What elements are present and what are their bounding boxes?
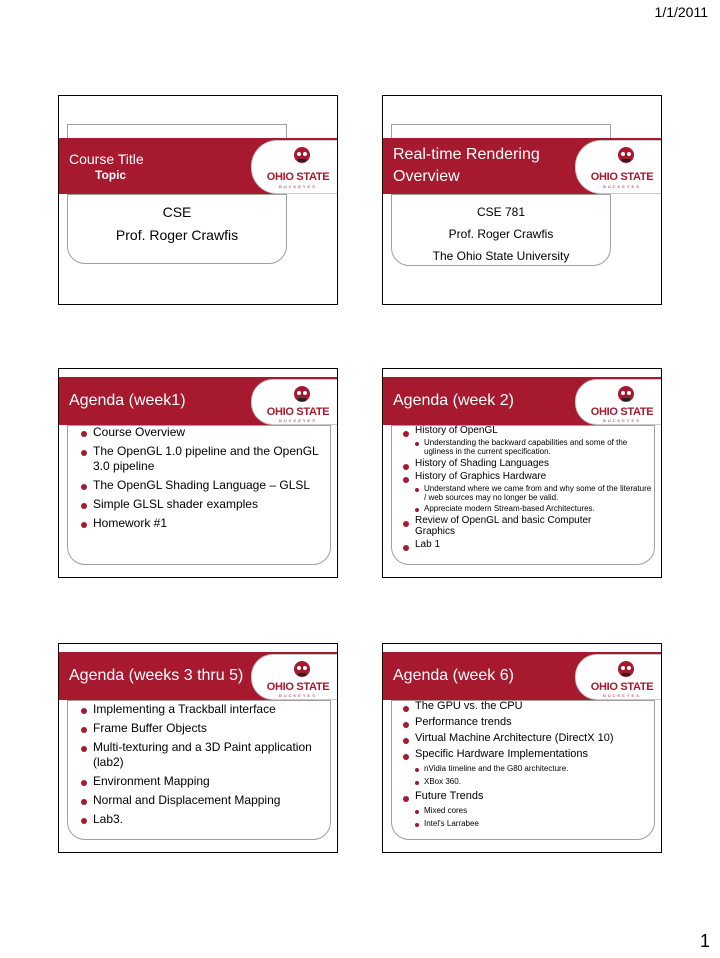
list-item: Normal and Displacement Mapping bbox=[81, 793, 331, 808]
logo-sub: BUCKEYES bbox=[279, 418, 317, 423]
slide-title: Course Title bbox=[69, 151, 144, 167]
agenda-list bbox=[81, 702, 331, 827]
sub-list-item: Appreciate modern Stream-based Architectures. bbox=[415, 504, 653, 513]
buckeye-mascot-icon bbox=[290, 659, 314, 683]
title-bar bbox=[383, 377, 662, 425]
logo-name: OHIO STATE bbox=[590, 681, 654, 693]
sub-list-item: XBox 360. bbox=[415, 777, 653, 787]
agenda-list bbox=[81, 425, 331, 531]
slide-title: Agenda (week 2) bbox=[393, 392, 514, 409]
list-item: Implementing a Trackball interface bbox=[81, 702, 331, 717]
sub-list-item: Understanding the backward capabilities and some of the ugliness in the current specification. bbox=[415, 438, 653, 456]
list-item: Specific Hardware Implementations bbox=[403, 748, 653, 761]
list-item: Frame Buffer Objects bbox=[81, 721, 331, 736]
slide-agenda-week1 bbox=[58, 368, 338, 578]
logo-sub: BUCKEYES bbox=[279, 693, 317, 698]
logo-name: OHIO STATE bbox=[266, 406, 330, 418]
logo-sub: BUCKEYES bbox=[279, 184, 317, 189]
list-item: History of Shading Languages bbox=[403, 458, 653, 469]
sub-list-item: Mixed cores bbox=[415, 806, 653, 816]
slide-title: Agenda (weeks 3 thru 5) bbox=[69, 667, 244, 684]
logo-name: OHIO STATE bbox=[590, 406, 654, 418]
ohio-state-logo bbox=[575, 654, 662, 700]
list-item: Multi-texturing and a 3D Paint application (lab2) bbox=[81, 740, 331, 770]
page-date: 1/1/2011 bbox=[654, 4, 708, 20]
title-bar bbox=[59, 377, 338, 425]
body-line: The Ohio State University bbox=[432, 249, 570, 263]
slide-title: Agenda (week1) bbox=[69, 392, 186, 409]
agenda-list bbox=[403, 425, 653, 550]
list-item: Lab3. bbox=[81, 812, 331, 827]
list-item: Homework #1 bbox=[81, 516, 331, 531]
agenda-list bbox=[403, 700, 653, 829]
logo-name: OHIO STATE bbox=[266, 171, 330, 183]
list-item: Lab 1 bbox=[403, 539, 653, 550]
buckeye-mascot-icon bbox=[614, 384, 638, 408]
logo-sub: BUCKEYES bbox=[603, 693, 641, 698]
list-item: The OpenGL Shading Language – GLSL bbox=[81, 478, 331, 493]
ohio-state-logo bbox=[251, 654, 338, 700]
logo-name: OHIO STATE bbox=[590, 171, 654, 183]
slide-body bbox=[391, 202, 611, 266]
list-item: Virtual Machine Architecture (DirectX 10) bbox=[403, 732, 653, 745]
list-item: Review of OpenGL and basic Computer Graphics bbox=[403, 515, 615, 537]
list-item: Environment Mapping bbox=[81, 774, 331, 789]
slide-title: Agenda (week 6) bbox=[393, 667, 514, 684]
body-line: Prof. Roger Crawfis bbox=[448, 227, 554, 241]
sub-list-item: nVidia timeline and the G80 architecture. bbox=[415, 764, 653, 774]
list-item: Future Trends bbox=[403, 790, 653, 803]
list-item: History of OpenGL bbox=[403, 425, 653, 436]
ohio-state-logo bbox=[251, 379, 338, 425]
logo-name: OHIO STATE bbox=[266, 681, 330, 693]
buckeye-mascot-icon bbox=[614, 659, 638, 683]
title-bar bbox=[59, 652, 338, 700]
slide-body bbox=[67, 202, 287, 245]
list-item: History of Graphics Hardware bbox=[403, 471, 653, 482]
title-bar bbox=[383, 138, 662, 194]
list-item: Course Overview bbox=[81, 425, 331, 440]
buckeye-mascot-icon bbox=[290, 384, 314, 408]
list-item: The GPU vs. the CPU bbox=[403, 700, 653, 713]
slide-course-title bbox=[58, 95, 338, 305]
ohio-state-logo bbox=[251, 140, 338, 194]
slide-title-line1: Real-time Rendering bbox=[393, 146, 540, 163]
slide-realtime-rendering bbox=[382, 95, 662, 305]
slide-agenda-week6 bbox=[382, 643, 662, 853]
logo-sub: BUCKEYES bbox=[603, 184, 641, 189]
list-item: Performance trends bbox=[403, 716, 653, 729]
list-item: The OpenGL 1.0 pipeline and the OpenGL 3.0 pipeline bbox=[81, 444, 331, 474]
slide-title-line2: Overview bbox=[393, 168, 460, 185]
slide-agenda-weeks-3-5 bbox=[58, 643, 338, 853]
ohio-state-logo bbox=[575, 379, 662, 425]
page-number: 1 bbox=[699, 931, 710, 951]
sub-list-item: Understand where we came from and why some of the literature / web sources may no longer be valid. bbox=[415, 484, 653, 502]
ohio-state-logo bbox=[575, 140, 662, 194]
buckeye-mascot-icon bbox=[614, 145, 638, 169]
buckeye-mascot-icon bbox=[290, 145, 314, 169]
list-item: Simple GLSL shader examples bbox=[81, 497, 331, 512]
logo-sub: BUCKEYES bbox=[603, 418, 641, 423]
title-bar bbox=[59, 138, 338, 194]
sub-list-item: Intel's Larrabee bbox=[415, 819, 653, 829]
body-line: CSE 781 bbox=[476, 205, 526, 219]
body-line: Prof. Roger Crawfis bbox=[115, 227, 239, 243]
body-line: CSE bbox=[162, 204, 192, 220]
slide-subtitle: Topic bbox=[95, 168, 127, 182]
title-bar bbox=[383, 652, 662, 700]
slide-agenda-week2 bbox=[382, 368, 662, 578]
